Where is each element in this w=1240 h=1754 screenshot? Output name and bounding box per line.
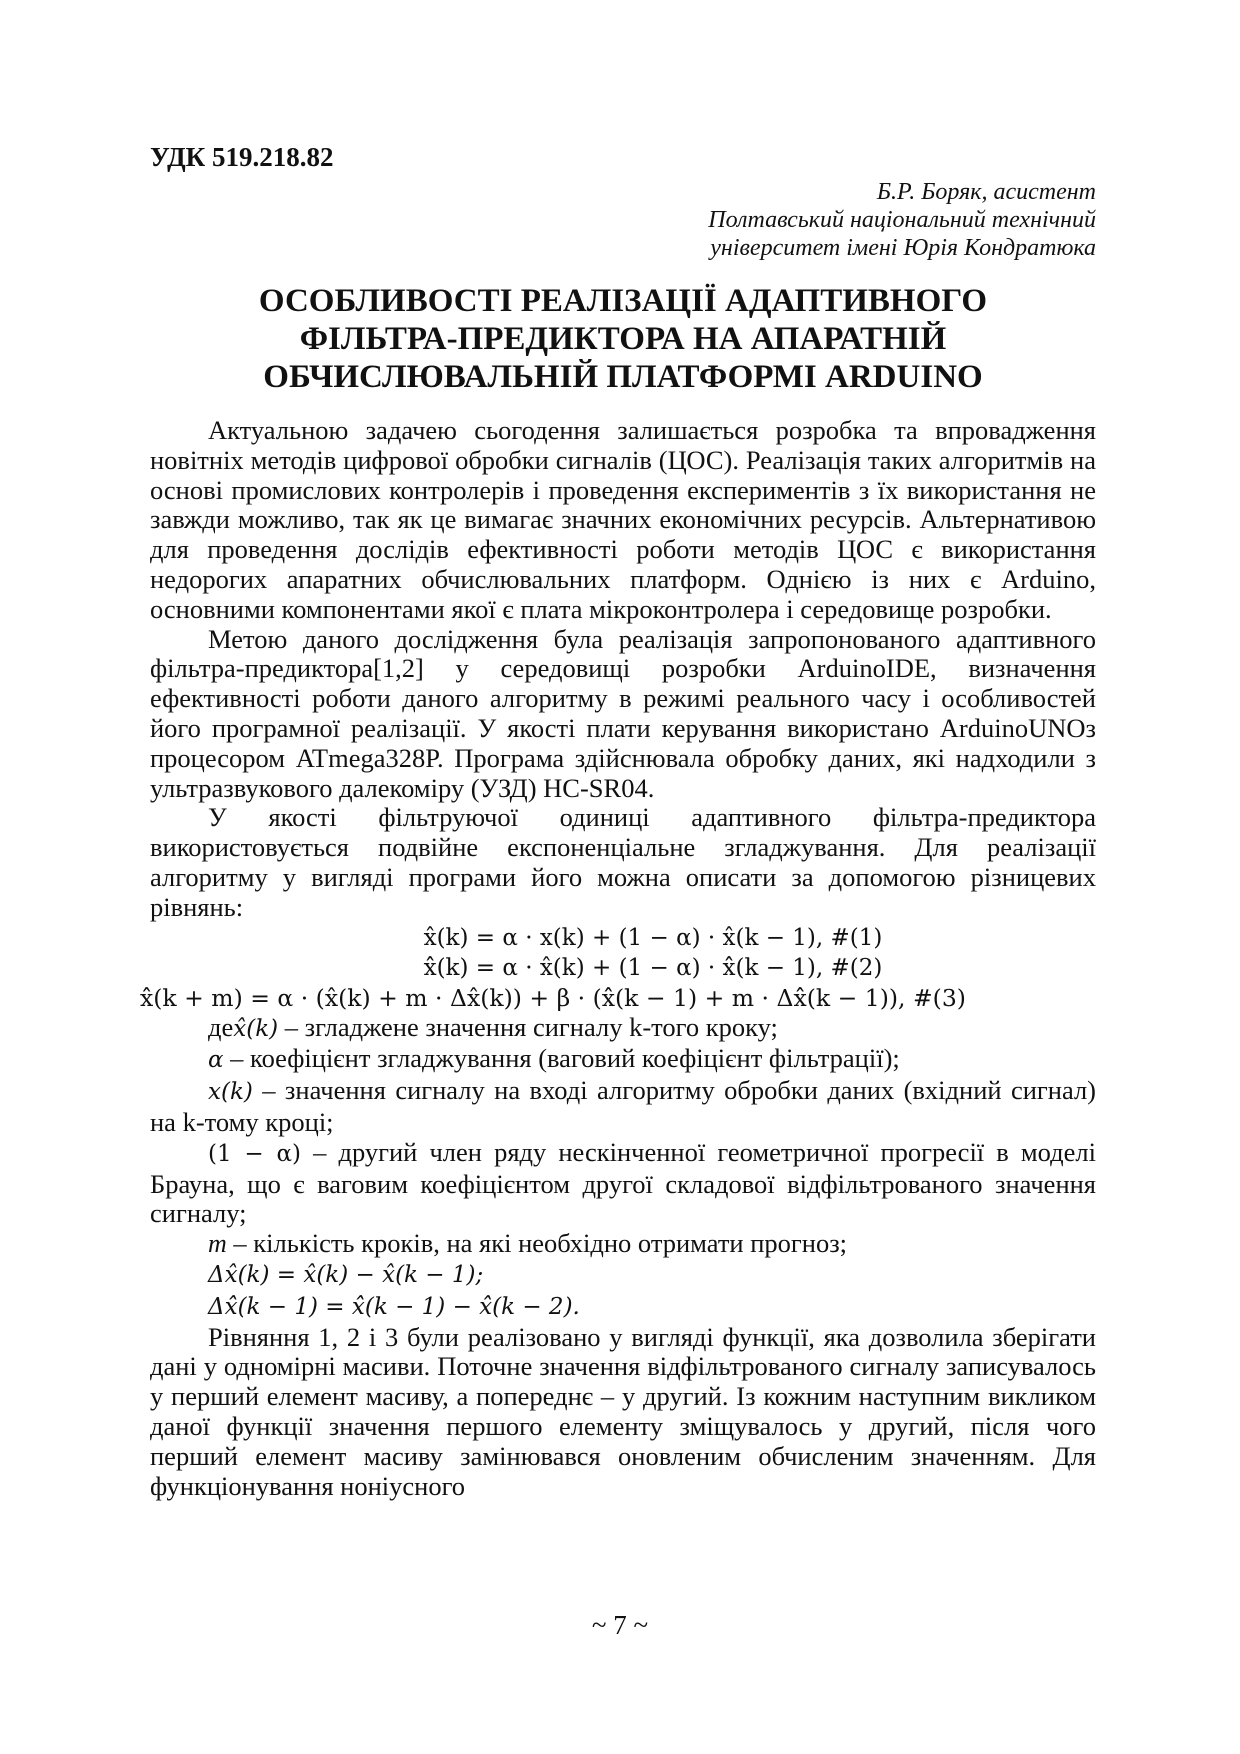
- paragraph-4: Рівняння 1, 2 і 3 були реалізовано у вигляді функції, яка дозволила зберігати дані у одномірні масиви. Поточне значення відфільтрованого сигналу записувалось у перший елемент масиву, а попереднє – у другий. Із кожним наступним викликом даної функції значення першого елементу зміщувалось у другий, після чого перший елемент масиву замінювався оновленим обчисленим значенням. Для функціонування ноніусного: [150, 1321, 1096, 1501]
- udk-code: УДК 519.218.82: [150, 142, 334, 172]
- equation-2: x̂̂(k) = α · x̂(k) + (1 − α) · x̂̂(k − 1), #(2): [423, 954, 883, 981]
- title-line-3: ОБЧИСЛЮВАЛЬНІЙ ПЛАТФОРМІ ARDUINO: [263, 359, 983, 395]
- paper-title: [150, 282, 1096, 396]
- author-name: Б.Р. Боряк, асистент: [876, 179, 1096, 205]
- symbol-m: m: [208, 1229, 227, 1259]
- definition-1: [150, 1013, 1096, 1045]
- paragraph-2: Метою даного дослідження була реалізація запропонованого адаптивного фільтра-предиктора[1,2] у середовищі розробки ArduinoIDE, визначення ефективності роботи даного алгоритму в режимі реального часу і особливостей його програмної реалізації. У якості плати керування використано ArduinoUNOз процесором ATmega328P. Програма здійснювала обробку даних, які надходили з ультразвукового далекоміру (УЗД) HC-SR04.: [150, 623, 1096, 803]
- definition-prefix: де: [208, 1011, 234, 1042]
- definition-2-text: – коефіцієнт згладжування (ваговий коефіцієнт фільтрації);: [223, 1043, 900, 1074]
- equation-3: x̂̂(k + m) = α · (x̂(k) + m · Δx̂(k)) + β · (x̂̂(k − 1) + m · Δx̂̂(k − 1)), #(3): [140, 983, 966, 1012]
- symbol-xhat: x̂(k): [233, 1015, 279, 1042]
- definition-7: [150, 1291, 1096, 1323]
- paragraph-1: Актуальною задачею сьогодення залишається розробка та впровадження новітніх методів цифрової обробки сигналів (ЦОС). Реалізація таких алгоритмів на основі промислових контролерів і проведення експериментів з їх використання не завжди можливо, так як це вимагає значних економічних ресурсів. Альтернативою для проведення дослідів ефективності роботи методів ЦОС є використання недорогих апаратних обчислювальних платформ. Однією із них є Arduino, основними компонентами якої є плата мікроконтролера і середовище розробки.: [150, 415, 1096, 624]
- delta-equation-1: Δx̂(k) = x̂(k) − x̂(k − 1);: [208, 1261, 484, 1288]
- title-line-2: ФІЛЬТРА-ПРЕДИКТОРА НА АПАРАТНІЙ: [299, 321, 947, 357]
- definition-2: [150, 1044, 1096, 1076]
- definitions: [150, 1013, 1096, 1323]
- symbol-alpha: α: [208, 1047, 224, 1074]
- equation-1: x̂(k) = α · x(k) + (1 − α) · x̂(k − 1), #(1): [423, 924, 883, 951]
- definition-6: [150, 1259, 1096, 1291]
- definition-5-text: – кількість кроків, на які необхідно отримати прогноз;: [226, 1228, 848, 1259]
- definition-4-text: – другий член ряду нескінченної геометричної прогресії в моделі Брауна, що є ваговим коефіцієнтом другої складової відфільтрованого значення сигналу;: [150, 1136, 1096, 1229]
- definition-5: [150, 1229, 1096, 1259]
- symbol-one-minus-alpha: (1 − α): [208, 1140, 301, 1167]
- title-line-1: ОСОБЛИВОСТІ РЕАЛІЗАЦІЇ АДАПТИВНОГО: [258, 283, 988, 319]
- definition-1-text: – згладжене значення сигналу k-того кроку;: [278, 1011, 778, 1042]
- page-content: [140, 140, 1096, 1501]
- affiliation-line-2: університет імені Юрія Кондратюка: [710, 235, 1096, 261]
- equation-block: [140, 923, 1096, 1013]
- paragraph-3: У якості фільтруючої одиниці адаптивного фільтра-предиктора використовується подвійне експоненціальне згладжування. Для реалізації алгоритму у вигляді програми його можна описати за допомогою різницевих рівнянь:: [150, 802, 1096, 922]
- affiliation-line-1: Полтавський національний технічний: [708, 207, 1096, 233]
- symbol-x: x(k): [208, 1079, 253, 1106]
- page-number: ~ 7 ~: [591, 1610, 649, 1640]
- author-block: [150, 178, 1096, 262]
- definition-3-text: – значення сигналу на вході алгоритму обробки даних (вхідний сигнал) на k-тому кроці;: [150, 1075, 1096, 1137]
- definition-3: [150, 1076, 1096, 1138]
- delta-equation-2: Δx̂̂(k − 1) = x̂̂(k − 1) − x̂̂(k − 2).: [208, 1293, 580, 1320]
- definition-4: [150, 1138, 1096, 1229]
